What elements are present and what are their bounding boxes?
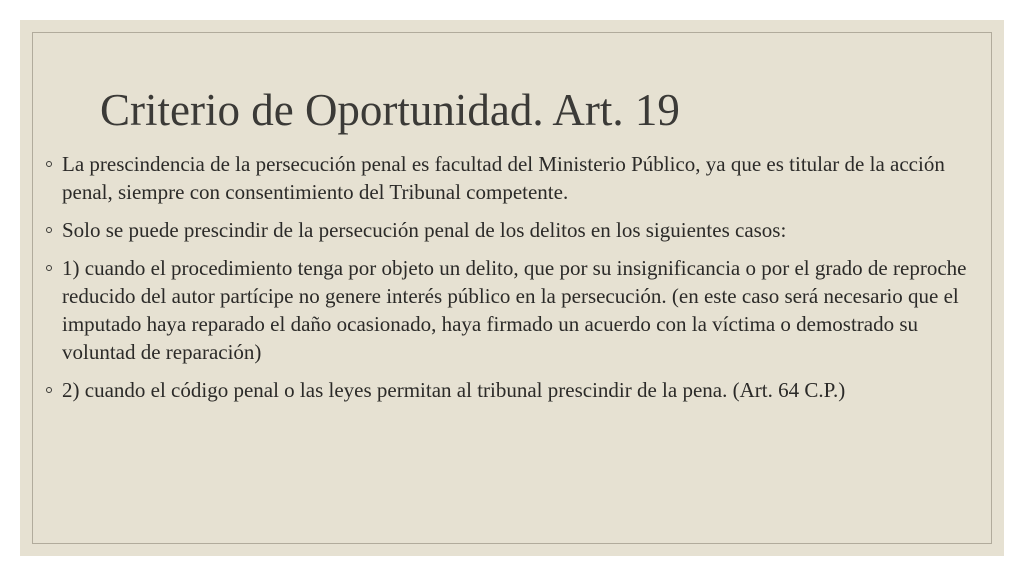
bullet-text: 1) cuando el procedimiento tenga por objeto un delito, que por su insignificancia o por el grado de reproche reducido del autor partícipe no genere interés público en la persecución. (en este caso será necesario que el imputado haya reparado el daño ocasionado, haya firmado un acuerdo con la víctima o demostrado su voluntad de reparación) bbox=[62, 256, 967, 364]
slide-title: Criterio de Oportunidad. Art. 19 bbox=[100, 85, 680, 135]
bullet-text: La prescindencia de la persecución penal es facultad del Ministerio Público, ya que es titular de la acción penal, siempre con consentimiento del Tribunal competente. bbox=[62, 152, 945, 204]
slide bbox=[20, 20, 1004, 556]
bullet-item bbox=[46, 376, 976, 404]
circle-bullet-icon bbox=[46, 387, 52, 393]
bullet-text: 2) cuando el código penal o las leyes permitan al tribunal prescindir de la pena. (Art. 64 C.P.) bbox=[62, 378, 846, 402]
bullet-item bbox=[46, 150, 976, 206]
circle-bullet-icon bbox=[46, 227, 52, 233]
circle-bullet-icon bbox=[46, 265, 52, 271]
bullet-item bbox=[46, 216, 976, 244]
bullet-text: Solo se puede prescindir de la persecución penal de los delitos en los siguientes casos: bbox=[62, 218, 787, 242]
bullet-list bbox=[46, 150, 976, 414]
bullet-item bbox=[46, 254, 976, 366]
circle-bullet-icon bbox=[46, 161, 52, 167]
